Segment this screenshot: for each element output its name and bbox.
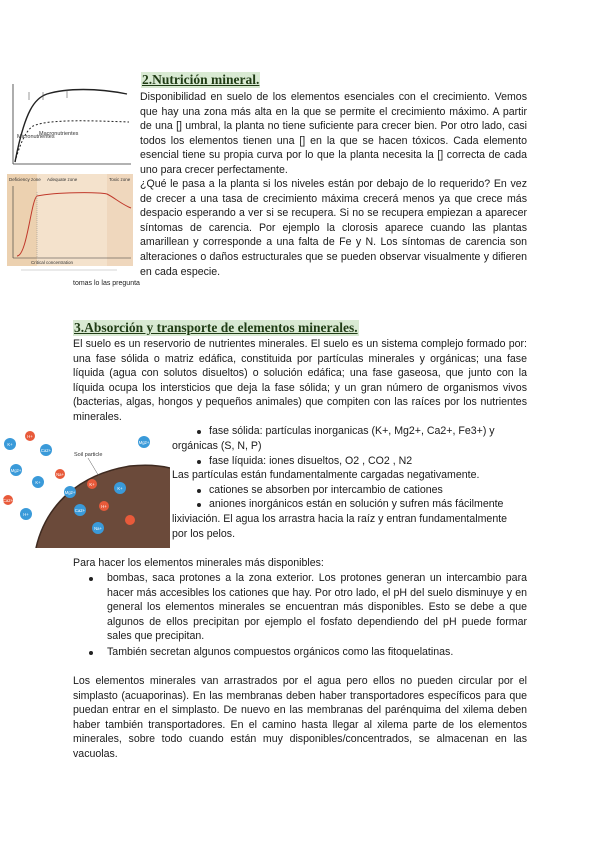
section2-heading: 2.Nutrición mineral. xyxy=(142,72,260,87)
ion-label: Na+ xyxy=(94,526,102,531)
section3-intro: El suelo es un reservorio de nutrientes minerales. El suelo es un sistema complejo formado por: una fase sólida o matriz edáfica, constituida por partículas minerales y orgánicas; una fase líquida (agua con solutos disueltos) o solución edáfica; una fase gaseosa, que junto con la líquida ocupa los intersticios que deja la fase sólida; y un gran número de organismos vivos (bacterias, algas, hongos y pequeños animales) que compiten con las raíces por los nutrientes minerales. xyxy=(73,338,527,423)
section2-paragraph1: Disponibilidad en suelo de los elementos esenciales con el crecimiento. Vemos que hay una zona más alta en la que se permite el crecimiento máximo. A partir de una [] umbral, la planta no tiene suficiente para crecer bien. Por otro lado, casi todos los elementos tienen una [] en la que se hacen tóxicos. Cada elemento esencial tiene su propia curva por lo que la planta necesita la [] correcta de cada uno para crecer perfectamente. xyxy=(140,91,527,176)
bullet-pumps xyxy=(73,571,527,644)
adequate-zone-label: Adequate zone xyxy=(47,177,78,182)
charged-particles-text: Las partículas están fundamentalmente cargadas negativamente. xyxy=(172,469,480,481)
bullet-solid-text-1: fase sólida: partículas inorganicas (K+, Mg2+, Ca2+, Fe3+) y xyxy=(209,425,495,437)
ion-label: K+ xyxy=(7,442,13,447)
ion-label: Mg2+ xyxy=(64,490,76,495)
bullet-cations xyxy=(172,483,528,498)
ion-label: K+ xyxy=(35,480,41,485)
nutrient-curves-chart xyxy=(7,80,133,274)
toxic-zone-label: Toxic zone xyxy=(109,177,131,182)
ion-label: K+ xyxy=(117,486,123,491)
bullet-anions-text-1: aniones inorgánicos están en solución y sufren más fácilmente xyxy=(209,498,504,510)
bullet-liquid-phase xyxy=(172,454,528,469)
soil-particle-label: Soil particle xyxy=(74,452,103,458)
deficiency-zone-label: Deficiency zone xyxy=(9,177,41,182)
bullet-solid-text-2: orgánicas (S, N, P) xyxy=(172,440,262,452)
bullet-secrete-text: También secretan algunos compuestos orgánicos como las fitoquelatinas. xyxy=(107,646,454,658)
macronutrients-label: Macronutrientes xyxy=(39,131,79,137)
bullet-pumps-text: bombas, saca protones a la zona exterior. Los protones generan un intercambio para hacer más accesibles los cationes que hay. Por otro lado, el pH del suelo disminuye y en general los elementos minerales se encuentran más disponibles. Esto se debe a que algunos de ellos precipitan por ejemplo el fosfato dependiendo del pH puede formar sales que precipitan. xyxy=(107,572,527,643)
ion-label: Ca2+ xyxy=(40,448,52,453)
bullet-anions-text-3: por los pelos. xyxy=(172,528,236,540)
more-available-text: Para hacer los elementos minerales más disponibles: xyxy=(73,557,324,569)
closing-paragraph: Los elementos minerales van arrastrados por el agua pero ellos no pueden circular por el simplasto (acuaporinas). En las membranas deben haber transportadores específicos para que puedan entrar en el simplasto. De nuevo en las membranas del parénquima del xilema deben haber también transportadores. En el camino hasta llegar al xilema parte de los elementos minerales, sobre todo cuando están muy disponibles/concentrados, se almacenan en las vacuolas. xyxy=(73,675,527,760)
ion-label: Na+ xyxy=(56,472,64,477)
bullet-cations-text: cationes se absorben por intercambio de cationes xyxy=(209,484,443,496)
ion-label: Mg2+ xyxy=(10,468,22,473)
ion-label: Ca2+ xyxy=(74,508,86,513)
ion-label: Ca2+ xyxy=(2,498,14,503)
soil-particle-figure xyxy=(0,430,170,548)
ion-label: Mg2+ xyxy=(138,440,150,445)
ion-label: H+ xyxy=(27,434,33,439)
handwritten-note: tomas lo las pregunta xyxy=(73,280,140,287)
critical-concentration-label: Critical concentration xyxy=(31,260,74,265)
growth-curve-figure xyxy=(7,80,133,274)
ion-label: H+ xyxy=(101,504,107,509)
micronutrients-label: Micronutrientes xyxy=(17,134,55,140)
bullet-liquid-text: fase líquida: iones disueltos, O2 , CO2 , N2 xyxy=(209,455,413,467)
bullet-solid-phase xyxy=(172,424,528,439)
bullet-secrete xyxy=(73,645,527,660)
ion-label: H+ xyxy=(23,512,29,517)
section2-paragraph2: ¿Qué le pasa a la planta si los niveles están por debajo de lo requerido? En vez de crecer a una tasa de crecimiento máxima crecerá menos ya que crece más despacio esperando a ver si se recupera. Si no se recupera empiezan a aparecer síntomas de carencia. Por ejemplo la clorosis aparece cuando las plantas amarillean y corresponde a una falta de Fe y N. Los síntomas de carencia son alteraciones o daños estructurales que se pueden observar visualmente y difieren en cada especie. xyxy=(140,178,527,278)
ion-label: K+ xyxy=(89,482,95,487)
soil-particle-diagram xyxy=(0,430,170,548)
section3-heading: 3.Absorción y transporte de elementos minerales. xyxy=(74,320,358,335)
bullet-anions-text-2: lixiviación. El agua los arrastra hacia la raíz y entran fundamentalmente xyxy=(172,513,508,525)
bullet-anions xyxy=(172,497,528,512)
